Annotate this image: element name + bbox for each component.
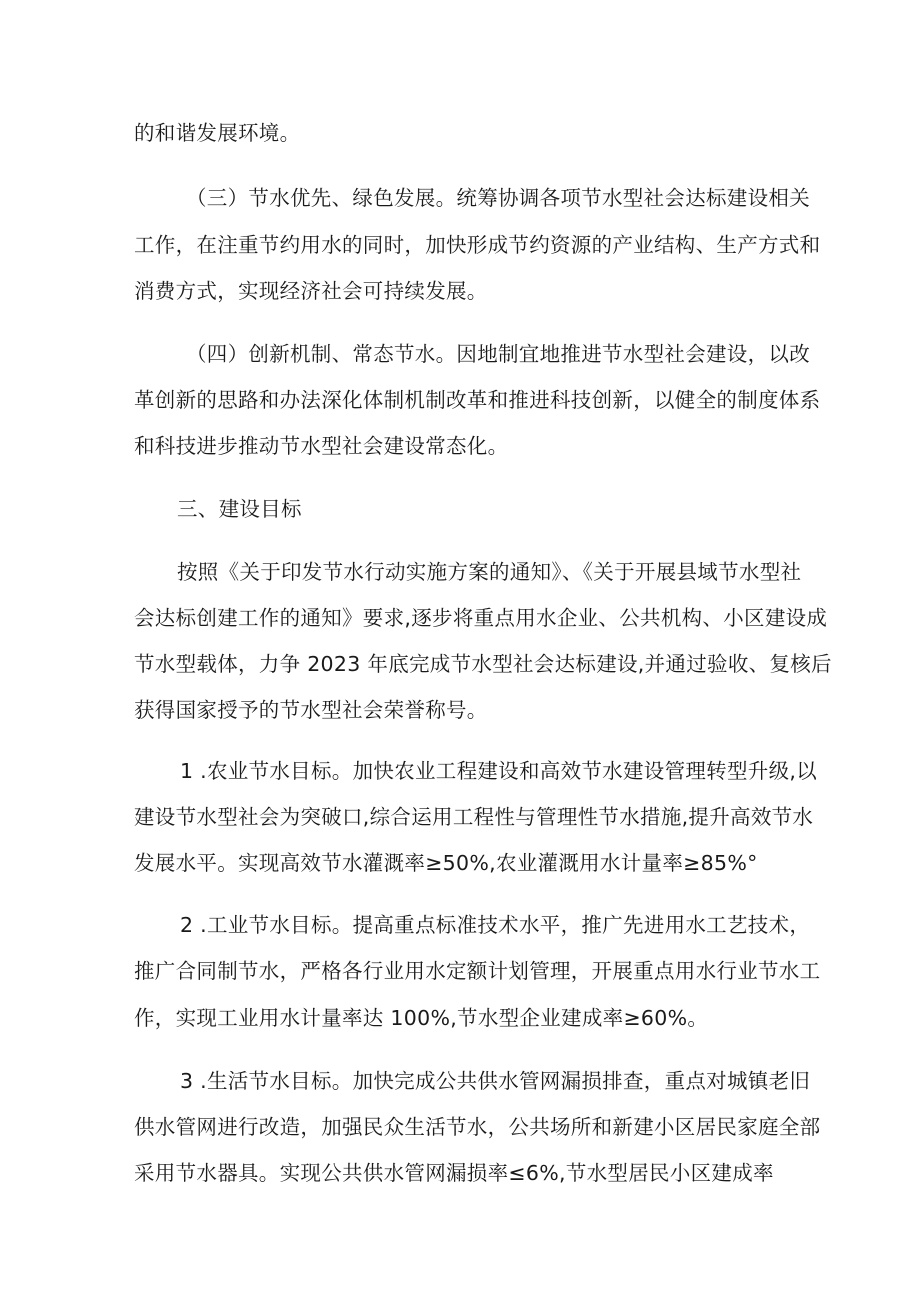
- text-line: 推广合同制节水，严格各行业用水定额计划管理，开展重点用水行业节水工: [134, 959, 821, 983]
- text-line: 发展水平。实现高效节水灌溉率≥50%,农业灌溉用水计量率≥85%°: [134, 851, 758, 875]
- text-line: 节水型载体，力争 2023 年底完成节水型社会达标建设,并通过验收、复核后: [134, 652, 832, 676]
- text-line: 会达标创建工作的通知》要求,逐步将重点用水企业、公共机构、小区建设成: [134, 606, 828, 630]
- text-line: 1 .农业节水目标。加快农业工程建设和高效节水建设管理转型升级,以: [180, 759, 817, 783]
- text-line: 建设节水型社会为突破口,综合运用工程性与管理性节水措施,提升高效节水: [134, 805, 814, 829]
- text-line: 采用节水器具。实现公共供水管网漏损率≤6%,节水型居民小区建成率: [134, 1161, 774, 1185]
- text-line: 2 .工业节水目标。提高重点标准技术水平，推广先进用水工艺技术，: [180, 913, 811, 937]
- text-line: （三）节水优先、绿色发展。统筹协调各项节水型社会达标建设相关: [186, 186, 810, 210]
- section-heading: 三、建设目标: [177, 497, 302, 521]
- text-line: 获得国家授予的节水型社会荣誉称号。: [134, 698, 488, 722]
- text-line: 3 .生活节水目标。加快完成公共供水管网漏损排查，重点对城镇老旧: [180, 1069, 811, 1093]
- text-line: 消费方式，实现经济社会可持续发展。: [134, 279, 488, 303]
- text-line: 供水管网进行改造，加强民众生活节水，公共场所和新建小区居民家庭全部: [134, 1115, 821, 1139]
- text-line: 的和谐发展环境。: [134, 121, 301, 145]
- text-line: 按照《关于印发节水行动实施方案的通知》、《关于开展县域节水型社: [177, 560, 802, 584]
- text-line: 工作，在注重节约用水的同时，加快形成节约资源的产业结构、生产方式和: [134, 233, 821, 257]
- text-line: 作，实现工业用水计量率达 100%,节水型企业建成率≥60%。: [134, 1006, 709, 1030]
- text-line: 和科技进步推动节水型社会建设常态化。: [134, 434, 509, 458]
- text-line: （四）创新机制、常态节水。因地制宜地推进节水型社会建设，以改: [186, 342, 810, 366]
- text-line: 革创新的思路和办法深化体制机制改革和推进科技创新，以健全的制度体系: [134, 388, 821, 412]
